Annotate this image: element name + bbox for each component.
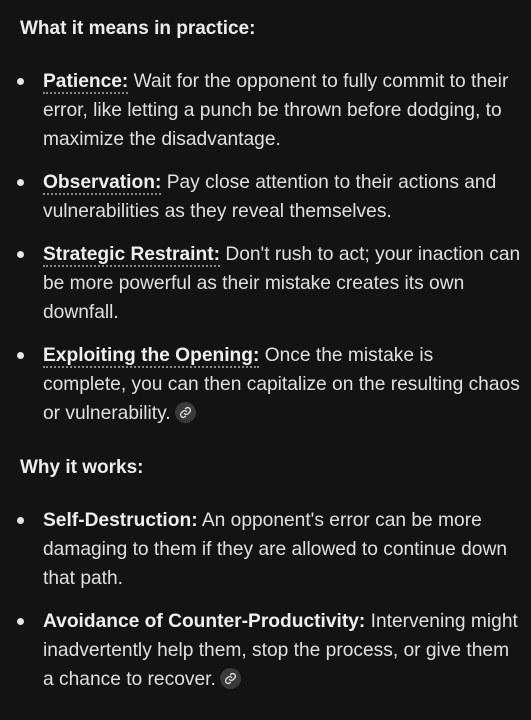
- bullet-icon: [17, 179, 24, 186]
- item-text: Don't rush to act; your inaction can be more powerful as their mistake creates its own downfall.: [43, 244, 521, 323]
- link-icon: [179, 406, 192, 419]
- item-text: Pay close attention to their actions and vulnerabilities as they reveal themselves.: [43, 172, 497, 222]
- list-item: [0, 240, 531, 327]
- list-item: [0, 506, 531, 593]
- term-label[interactable]: Strategic Restraint:: [43, 244, 220, 265]
- term-label: Self-Destruction:: [43, 510, 198, 531]
- list-item: [0, 168, 531, 226]
- practice-list: [0, 67, 531, 442]
- term-label[interactable]: Observation:: [43, 172, 162, 193]
- item-text: Once the mistake is complete, you can then capitalize on the resulting chaos or vulnerability.: [43, 345, 520, 424]
- list-item: [0, 607, 531, 694]
- section-heading-why: Why it works:: [20, 457, 144, 478]
- source-link-button[interactable]: [175, 402, 196, 423]
- item-text: Intervening might inadvertently help them, stop the process, or give them a chance to recover.: [43, 611, 518, 690]
- bullet-icon: [17, 517, 24, 524]
- section-heading-practice: What it means in practice:: [20, 18, 256, 39]
- link-icon: [224, 672, 237, 685]
- bullet-icon: [17, 251, 24, 258]
- bullet-icon: [17, 78, 24, 85]
- list-item: [0, 341, 531, 428]
- source-link-button[interactable]: [220, 668, 241, 689]
- why-list: [0, 506, 531, 708]
- list-item: [0, 67, 531, 154]
- item-text: An opponent's error can be more damaging to them if they are allowed to continue down that path.: [43, 510, 507, 589]
- term-label[interactable]: Patience:: [43, 71, 129, 92]
- bullet-icon: [17, 618, 24, 625]
- bullet-icon: [17, 352, 24, 359]
- term-label: Avoidance of Counter-Productivity:: [43, 611, 366, 632]
- term-label[interactable]: Exploiting the Opening:: [43, 345, 260, 366]
- item-text: Wait for the opponent to fully commit to their error, like letting a punch be thrown before dodging, to maximize the disadvantage.: [43, 71, 509, 150]
